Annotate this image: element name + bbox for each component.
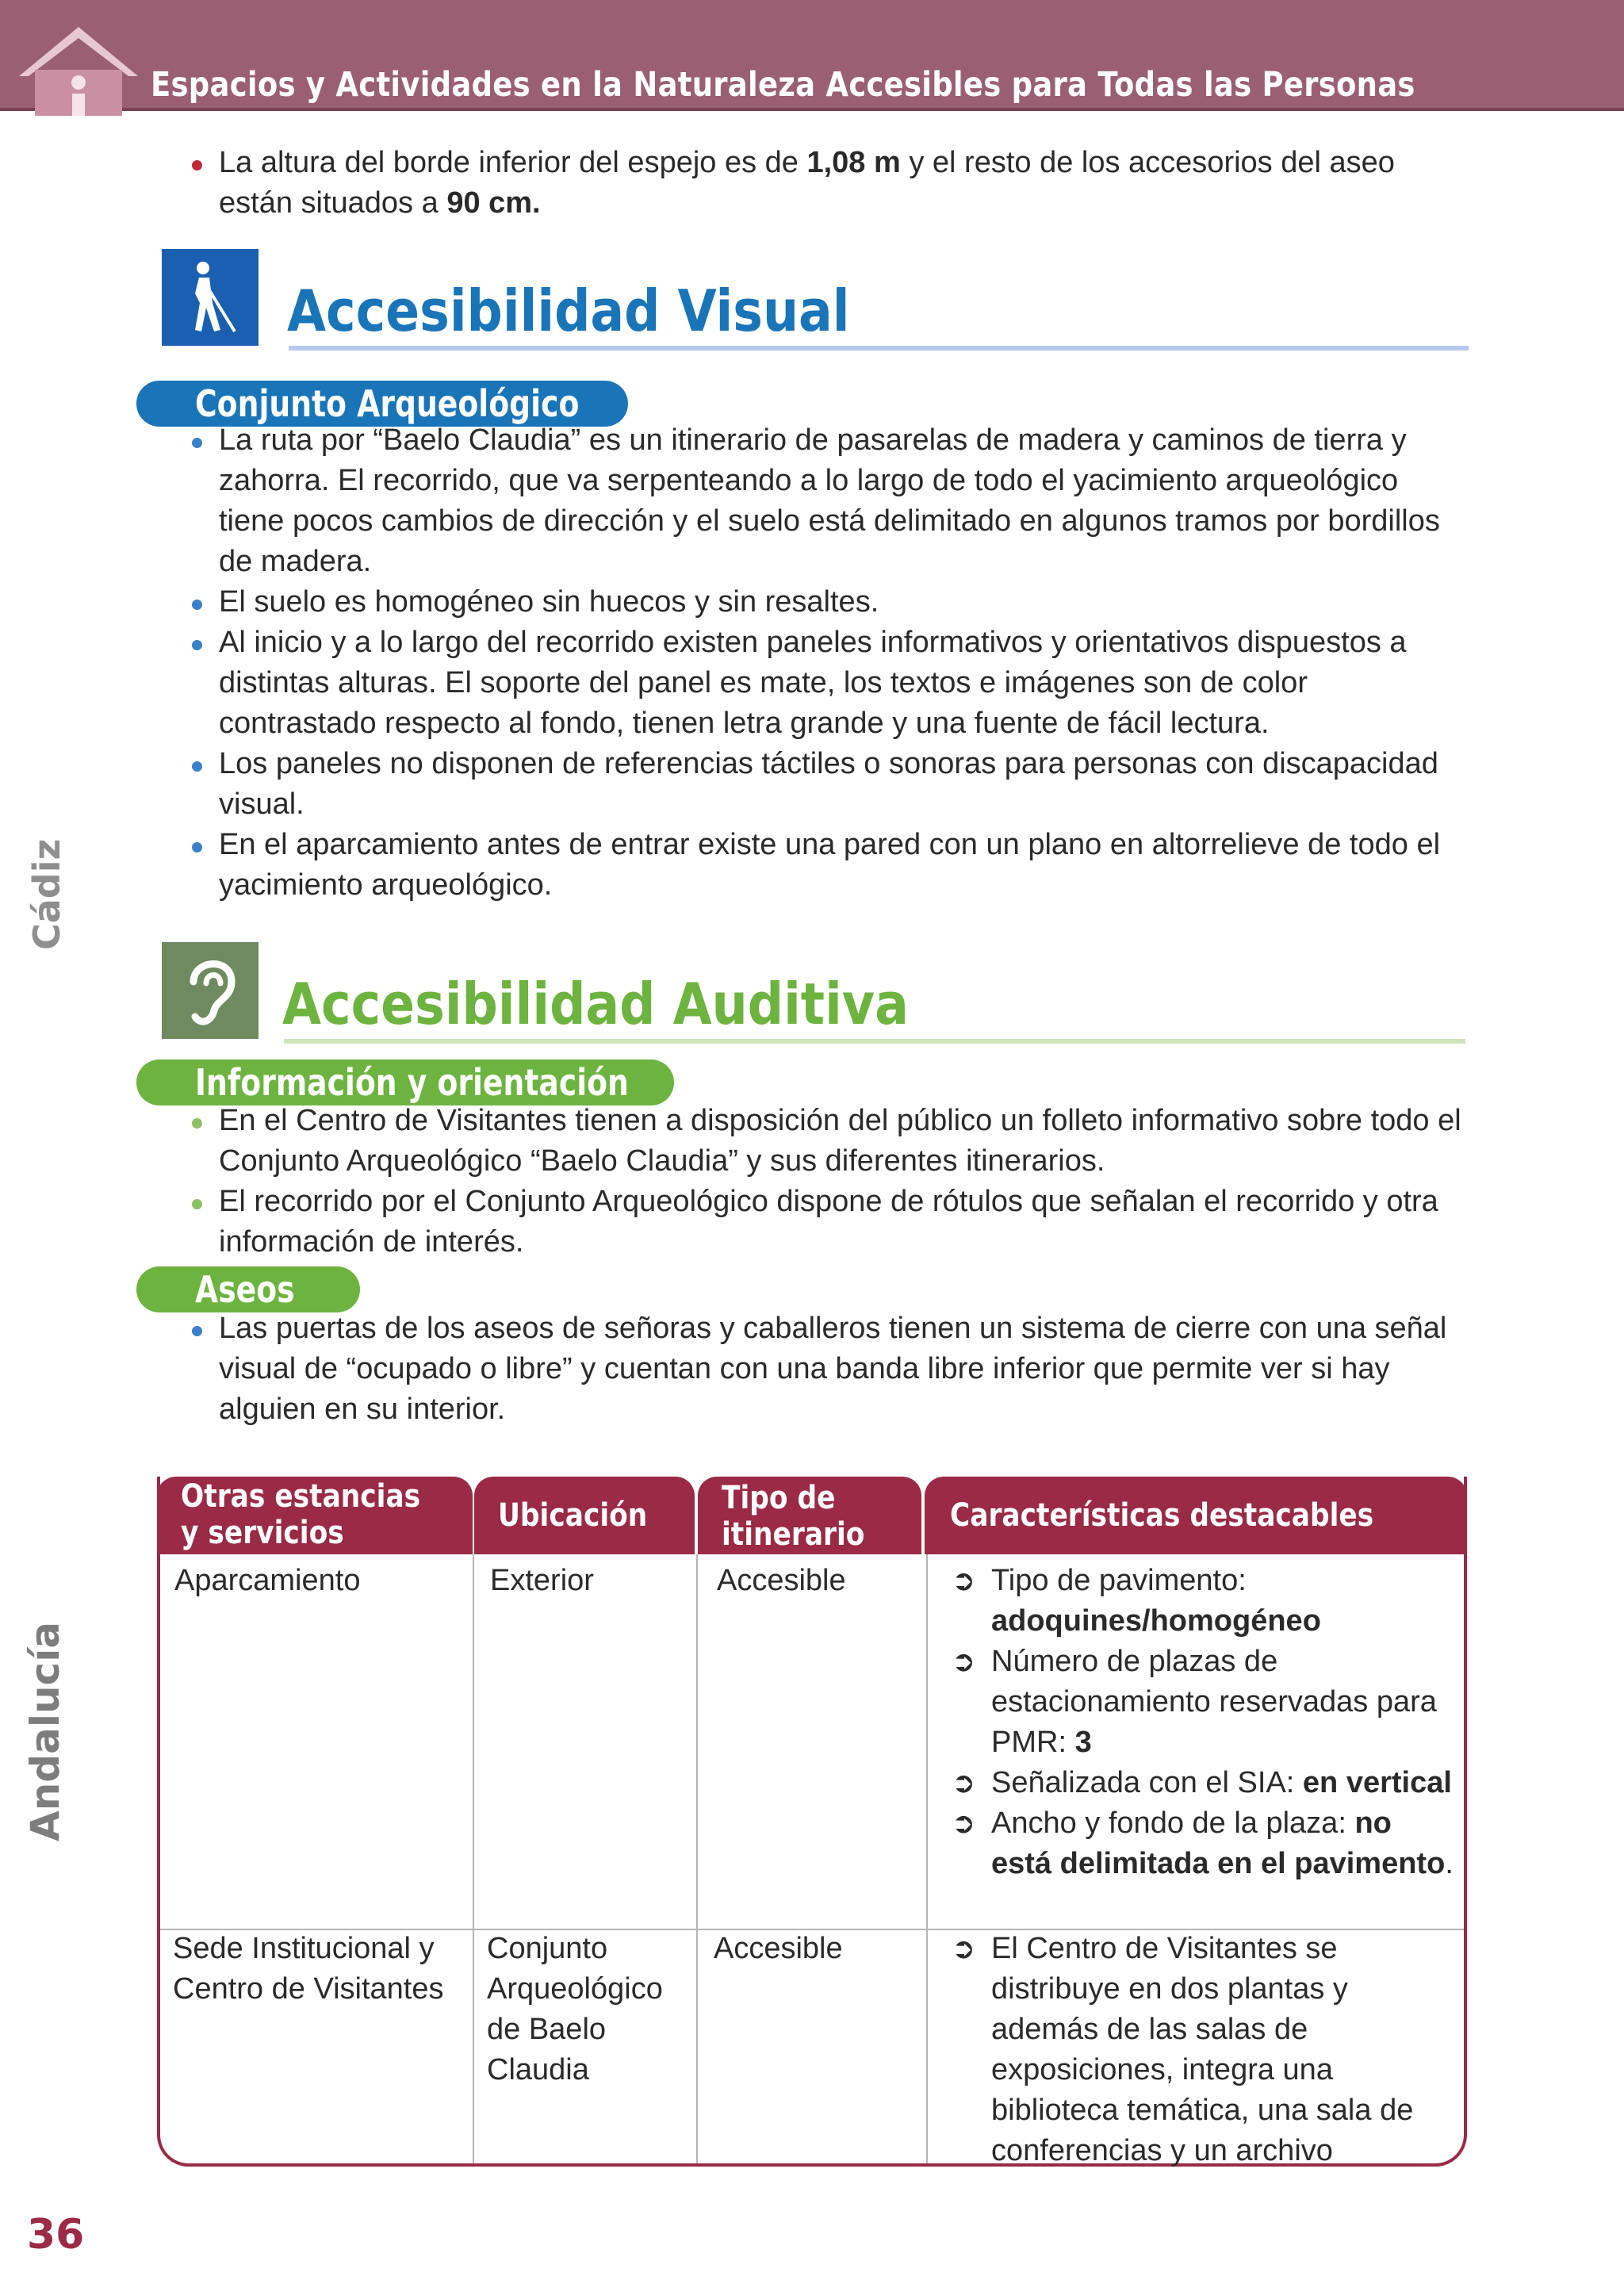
feature-item: ➲ Ancho y fondo de la plaza: no está delimitada en el pavimento. [952,1803,1459,1884]
intro-list [189,143,1467,224]
table-cell-ubicacion: Conjunto Arqueológico de Baelo Claudia [487,1932,663,2086]
subsection-pill-conjunto: Conjunto Arqueológico [136,381,628,427]
house-info-icon [11,21,146,116]
table-divider [696,1554,698,2163]
visual-list [189,420,1467,906]
header-divider [0,108,1624,111]
arrow-right-icon: ➲ [952,1807,976,1840]
table-divider [473,1554,474,2163]
info-list [189,1101,1467,1263]
auditiva-title: Accesibilidad Auditiva [282,971,909,1037]
feature-item: ➲ Número de plazas de estacionamiento reservadas para PMR: 3 [952,1642,1459,1763]
list-item: En el aparcamiento antes de entrar existe una pared con un plano en altorrelieve de todo el yacimiento arqueológico. [189,825,1467,906]
visual-title-rule [289,346,1469,351]
feature-item: ➲ Tipo de pavimento: adoquines/homogéneo [952,1561,1459,1642]
province-label: Cádiz [25,838,68,950]
aseos-list [189,1309,1467,1430]
bullet-icon [192,438,202,448]
bullet-icon [192,1118,202,1128]
table-header-caracteristicas: Características destacables [925,1477,1467,1554]
table-cell-tipo: Accesible [717,1564,846,1597]
table-cell-features [952,1561,1459,1884]
arrow-right-icon: ➲ [952,1565,976,1597]
bullet-icon [192,842,202,853]
table-cell-estancia: Sede Institucional y Centro de Visitantes [173,1932,444,2006]
auditiva-title-rule [284,1039,1465,1044]
visual-title: Accesibilidad Visual [287,278,850,344]
list-item: Al inicio y a lo largo del recorrido existen paneles informativos y orientativos dispuestos a distintas alturas. El soporte del panel es mate, los textos e imágenes son de color contrastado respecto al fondo, tienen letra grande y una fuente de fácil lectura. [189,623,1467,744]
bullet-icon [192,761,202,772]
table-divider [926,1554,928,2163]
feature-item: ➲ El Centro de Visitantes se distribuye en dos plantas y además de las salas de exposiciones, integra una biblioteca temática, una sala de conferencias y un archivo [952,1929,1459,2171]
table-cell-ubicacion: Exterior [490,1564,594,1597]
ear-icon [155,936,265,1045]
bullet-icon [192,640,202,650]
table-cell-estancia: Aparcamiento [174,1564,361,1597]
list-item: Los paneles no disponen de referencias táctiles o sonoras para personas con discapacidad visual. [189,744,1467,825]
bullet-icon [192,160,202,171]
subsection-pill-aseos: Aseos [136,1266,360,1312]
page-number: 36 [27,2211,85,2259]
table-header-ubicacion: Ubicación [474,1477,695,1554]
bullet-icon [192,1199,202,1209]
bullet-icon [192,1326,202,1336]
list-item: La altura del borde inferior del espejo es de 1,08 m y el resto de los accesorios del aseo están situados a 90 cm. [189,143,1467,224]
list-item: Las puertas de los aseos de señoras y caballeros tienen un sistema de cierre con una señal visual de “ocupado o libre” y cuentan con una banda libre inferior que permite ver si hay alguien en su interior. [189,1309,1467,1430]
table-header-tipo: Tipo de itinerario [698,1477,921,1554]
list-item: En el Centro de Visitantes tienen a disposición del público un folleto informativo sobre todo el Conjunto Arqueológico “Baelo Claudia” y sus diferentes itinerarios. [189,1101,1467,1182]
list-item: La ruta por “Baelo Claudia” es un itinerario de pasarelas de madera y caminos de tierra y zahorra. El recorrido, que va serpenteando a lo largo de todo el yacimiento arqueológico tiene pocos cambios de dirección y el suelo está delimitado en algunos tramos por bordillos de madera. [189,420,1467,582]
arrow-right-icon: ➲ [952,1646,976,1678]
blind-person-cane-icon [155,243,265,352]
arrow-right-icon: ➲ [952,1767,976,1799]
subsection-pill-informacion: Información y orientación [136,1059,674,1105]
table-cell-features [952,1929,1459,2171]
arrow-right-icon: ➲ [952,1933,976,1965]
feature-item: ➲ Señalizada con el SIA: en vertical [952,1763,1459,1803]
table-cell-tipo: Accesible [714,1932,843,1965]
table-header-estancias: Otras estancias y servicios [157,1477,473,1554]
header-title: Espacios y Actividades en la Naturaleza Accesibles para Todas las Personas [151,65,1415,105]
region-label: Andalucía [22,1621,68,1841]
list-item: El recorrido por el Conjunto Arqueológico dispone de rótulos que señalan el recorrido y otra información de interés. [189,1182,1467,1263]
list-item: El suelo es homogéneo sin huecos y sin resaltes. [189,582,1467,623]
bullet-icon [192,600,202,610]
